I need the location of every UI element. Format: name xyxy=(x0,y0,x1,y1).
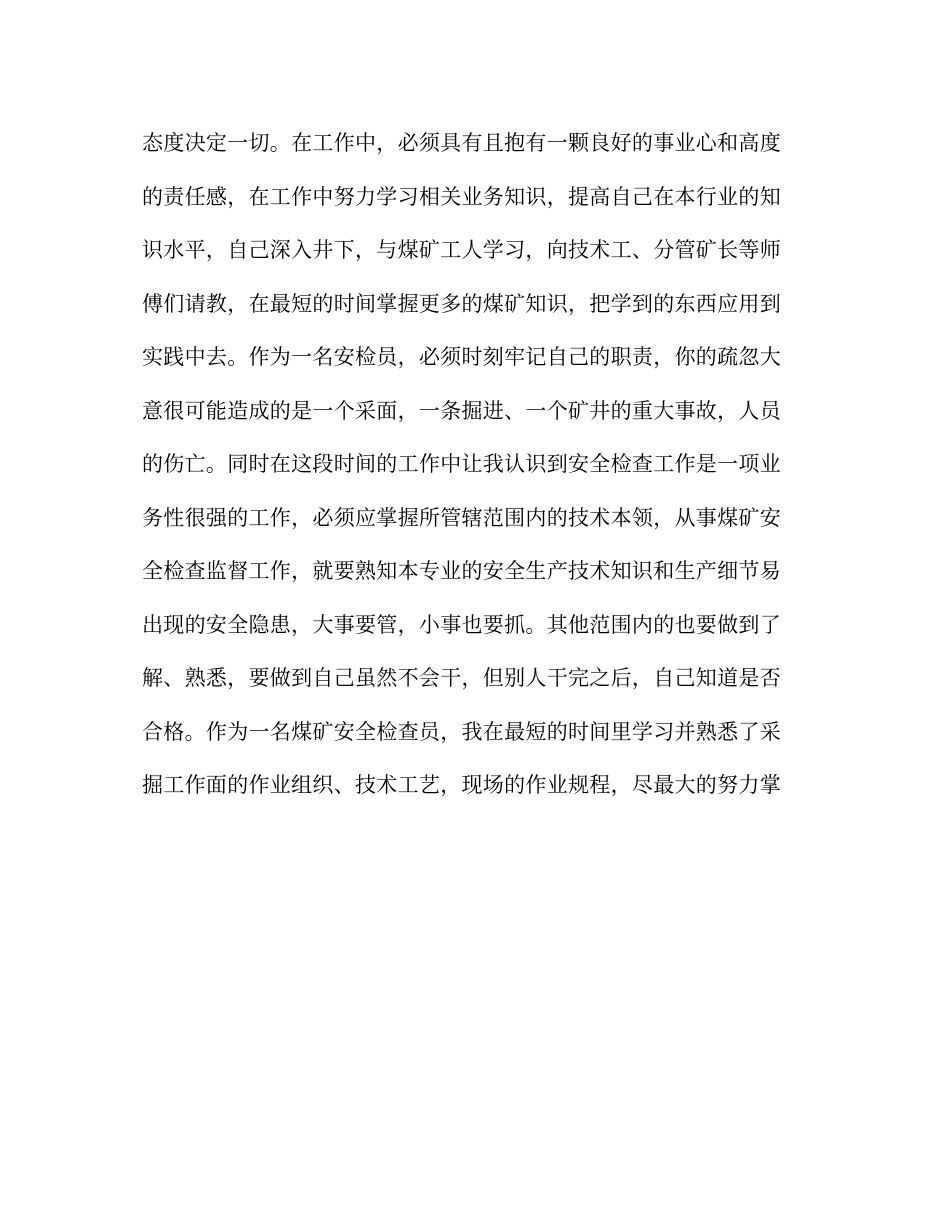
text-line: 傅们请教，在最短的时间掌握更多的煤矿知识，把学到的东西应用到 xyxy=(142,291,781,316)
text-line: 解、熟悉，要做到自己虽然不会干，但别人干完之后，自己知道是否 xyxy=(142,666,781,690)
text-line: 态度决定一切。在工作中，必须具有且抱有一颗良好的事业心和高度 xyxy=(142,131,781,155)
text-line: 的伤亡。同时在这段时间的工作中让我认识到安全检查工作是一项业 xyxy=(142,452,781,476)
text-line: 务性很强的工作，必须应掌握所管辖范围内的技术本领，从事煤矿安 xyxy=(142,505,781,530)
text-line: 实践中去。作为一名安检员，必须时刻牢记自己的职责，你的疏忽大 xyxy=(142,345,781,369)
text-line: 识水平，自己深入井下，与煤矿工人学习，向技术工、分管矿长等师 xyxy=(142,238,781,262)
text-line: 合格。作为一名煤矿安全检查员，我在最短的时间里学习并熟悉了采 xyxy=(142,719,781,744)
text-line: 掘工作面的作业组织、技术工艺，现场的作业规程，尽最大的努力掌 xyxy=(142,773,781,797)
text-line: 意很可能造成的是一个采面，一条掘进、一个矿井的重大事故，人员 xyxy=(142,398,781,423)
text-line: 的责任感，在工作中努力学习相关业务知识，提高自己在本行业的知 xyxy=(142,184,781,209)
body-paragraph xyxy=(142,121,802,817)
text-line: 出现的安全隐患，大事要管，小事也要抓。其他范围内的也要做到了 xyxy=(142,612,781,637)
text-line: 全检查监督工作，就要熟知本专业的安全生产技术知识和生产细节易 xyxy=(142,559,781,583)
